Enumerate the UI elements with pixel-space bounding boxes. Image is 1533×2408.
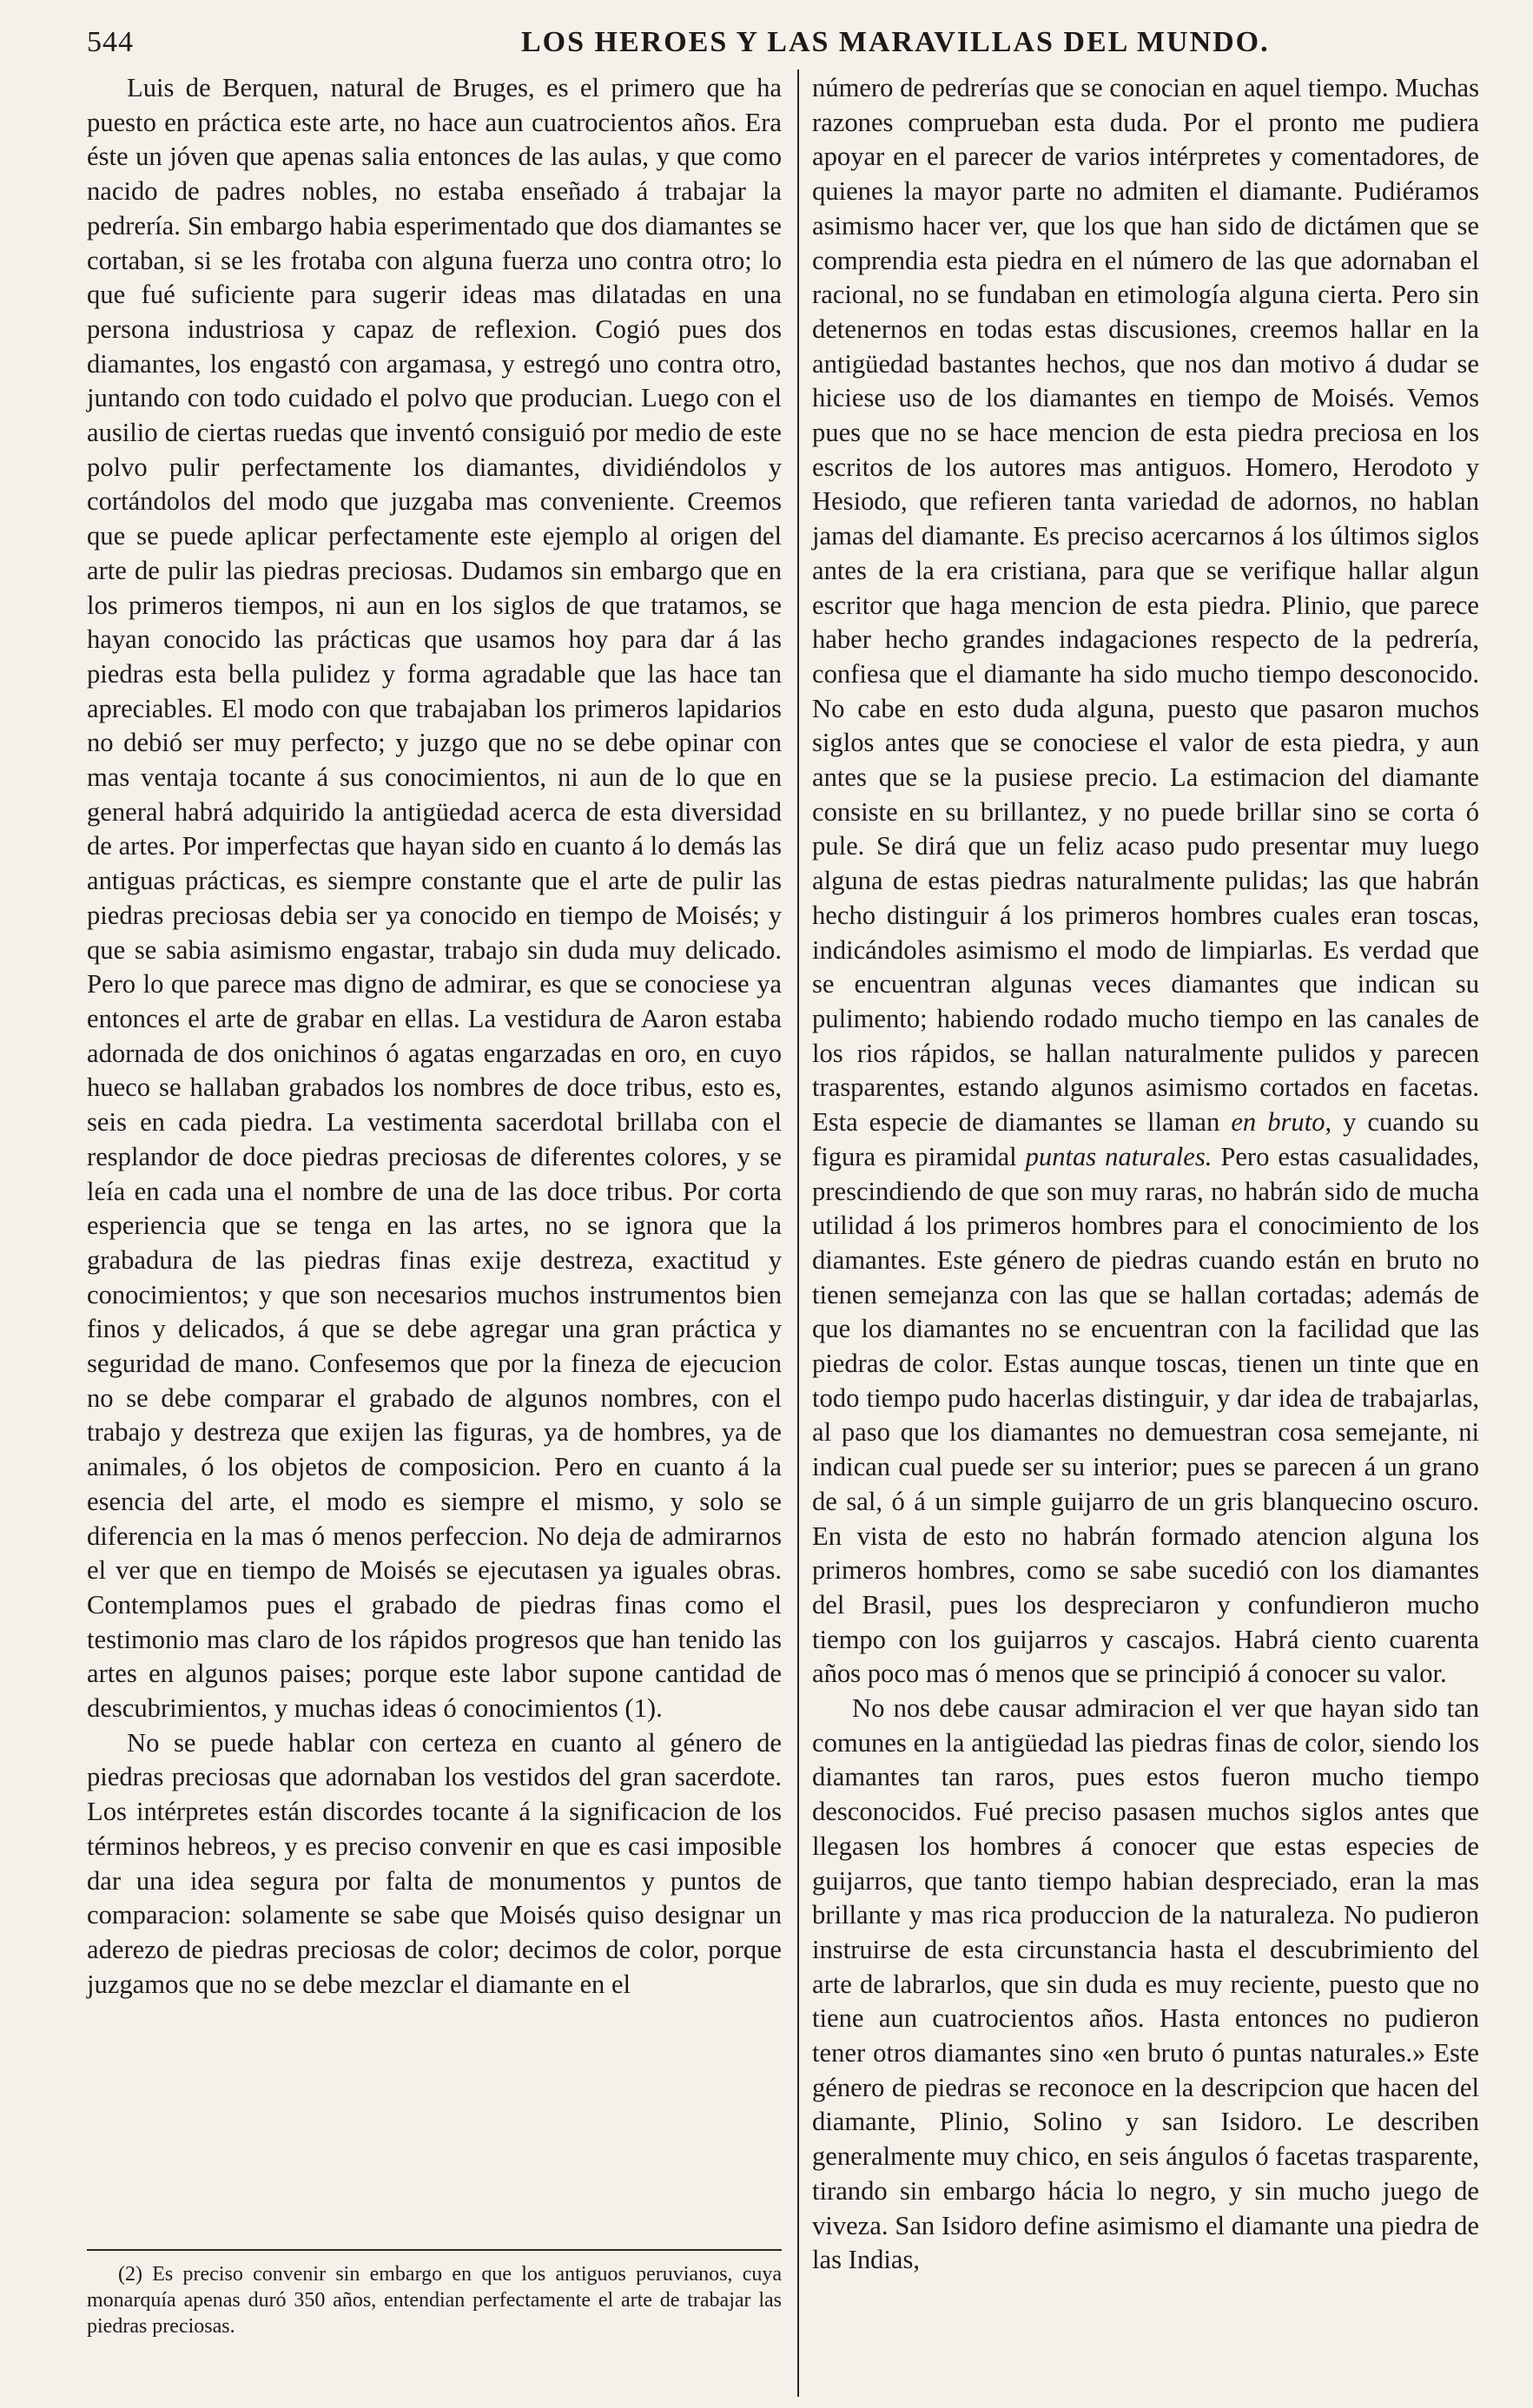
page-header	[87, 19, 1477, 71]
left-column	[87, 71, 782, 1999]
right-paragraph-1-text: número de pedrerías que se conocian en aquel tiempo. Muchas razones comprueban esta duda. Por el pronto me pudiera apoyar en el parecer de varios intérpretes y comentadores, de quienes la mayor parte no admiten el diamante. Pudiéramos asimismo hacer ver, que los que han sido de dictámen que se comprendia esta piedra en el número de las que adornaban el racional, no se fundaban en etimología alguna cierta. Pero sin detenernos en todas estas discusiones, creemos hallar en la antigüedad bastantes hechos, que nos dan motivo á dudar se hiciese uso de los diamantes en tiempo de Moisés. Vemos pues que no se hace mencion de esta piedra preciosa en los escritos de los autores mas antiguos. Homero, Herodoto y Hesiodo, que refieren tanta variedad de adornos, no hablan jamas del diamante. Es preciso acercarnos á los últimos siglos antes de la era cristiana, para que se verifique hallar algun escritor que haga mencion de esta piedra. Plinio, que parece haber hecho grandes indagaciones respecto de la pedrería, confiesa que el diamante ha sido mucho tiempo desconocido. No cabe en esto duda alguna, puesto que pasaron muchos siglos antes que se conociese el valor de esta piedra, y aun antes que se la pusiese precio. La estimacion del diamante consiste en su brillantez, y no puede brillar sino se corta ó pule. Se dirá que un feliz acaso pudo presentar muy luego alguna de estas piedras naturalmente pulidas; las que habrán hecho distinguir á los primeros hombres cuales eran toscas, indicándoles asimismo el modo de limpiarlas. Es verdad que se encuentran algunas veces diamantes que indican su pulimento; habiendo rodado mucho tiempo en las canales de los rios rápidos, se hallan naturalmente pulidos y parecen trasparentes, estando algunos asimismo cortados en facetas. Esta especie de diamantes se llaman	[812, 73, 1479, 1138]
left-paragraph-1-text: Luis de Berquen, natural de Bruges, es el primero que ha puesto en práctica este arte, no hace aun cuatrocientos años. Era éste un jóven que apenas salia entonces de las aulas, y que como nacido de padres nobles, no estaba enseñado á trabajar la pedrería. Sin embargo habia esperimentado que dos diamantes se cortaban, si se les frotaba con alguna fuerza uno contra otro; lo que fué suficiente para sugerir ideas mas dilatadas en una persona industriosa y capaz de reflexion. Cogió pues dos diamantes, los engastó con argamasa, y estregó uno contra otro, juntando con todo cuidado el polvo que producian. Luego con el ausilio de ciertas ruedas que inventó consiguió por medio de este polvo pulir perfectamente los diamantes, dividiéndolos y cortándolos del modo que juzgaba mas conveniente. Creemos que se puede aplicar perfectamente este ejemplo al origen del arte de pulir las piedras preciosas. Dudamos sin embargo que en los primeros tiempos, ni aun en los siglos de que tratamos, se hayan conocido las prácticas que usamos hoy para dar á las piedras esta bella pulidez y forma agradable que las hace tan apreciables. El modo con que trabajaban los primeros lapidarios no debió ser muy perfecto; y juzgo que no se debe opinar con mas ventaja tocante á sus conocimientos, ni aun de lo que en general habrá adquirido la antigüedad acerca de esta diversidad de artes. Por imperfectas que hayan sido en cuanto á lo demás las antiguas prácticas, es siempre constante que el arte de pulir las piedras preciosas debia ser ya conocido en tiempo de Moisés; y que se sabia asimismo engastar, trabajo sin duda muy delicado. Pero lo que parece mas digno de admirar, es que se conociese ya entonces el arte de grabar en ellas. La vestidura de Aaron estaba adornada de dos onichinos ó agatas engarzadas en oro, en cuyo hueco se hallaban grabados los nombres de doce tribus, esto es, seis en cada piedra. La vestimenta sacerdotal brillaba con el resplandor de doce piedras preciosas de diferentes colores, y se leía en cada una el nombre de una de las doce tribus. Por corta esperiencia que se tenga en las artes, no se ignora que la grabadura de las piedras finas exije destreza, exactitud y conocimientos; y que son necesarios muchos instrumentos bien finos y delicados, á que se debe agregar una gran práctica y seguridad de mano. Confesemos que por la fineza de ejecucion no se debe comparar el grabado de algunos nombres, con el trabajo y destreza que exijen las figuras, ya de hombres, ya de animales, ó los objetos de composicion. Pero en cuanto á la esencia del arte, el modo es siempre el mismo, y solo se diferencia en la mas ó menos perfeccion. No deja de admirarnos el ver que en tiempo de Moisés se ejecutasen ya iguales obras. Contemplamos pues el grabado de piedras finas como el testimonio mas claro de los rápidos progresos que han tenido las artes en algunos paises; porque este labor supone cantidad de descubrimientos, y muchas ideas ó conocimientos	[87, 73, 782, 1724]
running-title: LOS HEROES Y LAS MARAVILLAS DEL MUNDO.	[521, 26, 1270, 58]
right-paragraph-1-end: Pero estas casualidades, prescindiendo de que son muy raras, no habrán sido de mucha utilidad á los primeros hombres para el conocimiento de los diamantes. Este género de piedras cuando están en bruto no tienen semejanza con las que se hallan cortadas; además de que los diamantes no se encuentran con la facilidad que las piedras de color. Estas aunque toscas, tienen un tinte que en todo tiempo pudo hacerlas distinguir, y dar idea de trabajarlas, al paso que los diamantes no demuestran cosa semejante, ni indican cual puede ser su interior; pues se parecen á un grano de sal, ó á un simple guijarro de un gris blanquecino oscuro. En vista de esto no habrán formado atencion alguna los primeros hombres, como se sabe sucedió con los diamantes del Brasil, pues los despreciaron y confundieron mucho tiempo con los guijarros y cascajos. Habrá ciento cuarenta años poco mas ó menos que se principió á conocer su valor.	[812, 1141, 1480, 1689]
right-paragraph-1-middle: , y cuando su figura es piramidal	[812, 1107, 1479, 1171]
footnote-rule	[87, 2249, 782, 2251]
italic-term-puntas-naturales: puntas naturales.	[1025, 1141, 1213, 1171]
footnote-reference: (1).	[624, 1693, 663, 1724]
right-paragraph-2: No nos debe causar admiracion el ver que hayan sido tan comunes en la antigüedad las piedras finas de color, siendo los diamantes tan raros, pues estos fueron mucho tiempo desconocidos. Fué preciso pasasen muchos siglos antes que llegasen los hombres á conocer que estas especies de guijarros, que tanto tiempo habian despreciado, eran la mas brillante y mas rica produccion de la naturaleza. No pudieron instruirse de esta circunstancia hasta el descubrimiento del arte de labrarlos, que sin duda es muy reciente, puesto que no tiene aun cuatrocientos años. Hasta entonces no pudieron tener otros diamantes sino «en bruto ó puntas naturales.» Este género de piedras se reconoce en la descripcion que hacen del diamante, Plinio, Solino y san Isidoro. Le describen generalmente muy chico, en seis ángulos ó facetas trasparente, tirando sin embargo hácia lo negro, y sin mucho juego de viveza. San Isidoro define asimismo el diamante una piedra de las Indias,	[812, 1693, 1479, 2275]
column-divider	[797, 69, 799, 2397]
footnote: (2) Es preciso convenir sin embargo en que los antiguos peruvianos, cuya monarquía apenas duró 350 años, entendian perfectamente el arte de trabajar las piedras preciosas.	[87, 2263, 782, 2338]
right-paragraph-1	[812, 71, 1479, 1692]
page-number: 544	[87, 26, 134, 58]
left-paragraph-1	[87, 71, 782, 1726]
left-paragraph-2: No se puede hablar con certeza en cuanto al género de piedras preciosas que adornaban los vestidos del gran sacerdote. Los intérpretes están discordes tocante á la significacion de los términos hebreos, y es preciso convenir en que es casi imposible dar una idea segura por falta de monumentos y puntos de comparacion: solamente se sabe que Moisés quiso designar un aderezo de piedras preciosas de color; decimos de color, porque juzgamos que no se debe mezclar el diamante en el	[87, 1727, 782, 1999]
italic-term-en-bruto: en bruto	[1231, 1107, 1325, 1138]
right-column	[812, 71, 1479, 2398]
